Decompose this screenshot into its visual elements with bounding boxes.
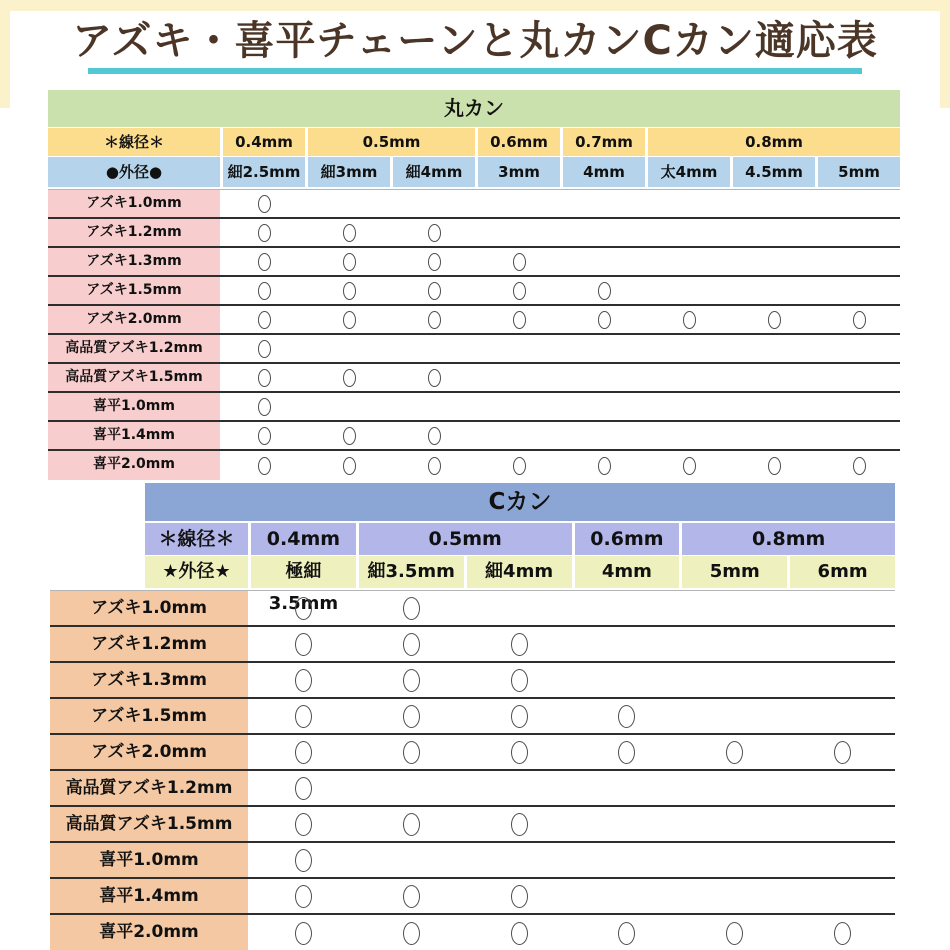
empty-cell — [467, 843, 572, 877]
outer-diameter-header-row — [48, 157, 900, 187]
circle-mark-icon — [258, 427, 271, 445]
chain-type-label: アズキ1.5mm — [48, 277, 220, 304]
empty-cell — [818, 190, 900, 217]
empty-cell — [575, 771, 680, 805]
page-title: アズキ・喜平チェーンと丸カンCカン適応表 — [72, 18, 878, 64]
column-header: 5mm — [818, 157, 900, 187]
column-header: 細4mm — [467, 556, 572, 588]
wire-group-06: 0.6mm — [575, 523, 680, 555]
chain-type-label: アズキ2.0mm — [48, 306, 220, 333]
circle-mark-icon — [834, 741, 851, 764]
circle-mark-icon — [513, 311, 526, 329]
wire-group-07: 0.7mm — [563, 128, 645, 156]
compatible-cell — [251, 879, 356, 913]
compatible-cell — [790, 735, 895, 769]
table-row — [50, 663, 895, 699]
empty-cell — [393, 335, 475, 362]
circle-mark-icon — [513, 253, 526, 271]
empty-cell — [648, 190, 730, 217]
compatible-cell — [563, 277, 645, 304]
empty-cell — [682, 663, 787, 697]
compatible-cell — [478, 277, 560, 304]
circle-mark-icon — [768, 457, 781, 475]
compatible-cell — [251, 591, 356, 625]
empty-cell — [478, 393, 560, 420]
compatible-cell — [223, 364, 305, 391]
compatible-cell — [393, 306, 475, 333]
empty-cell — [648, 248, 730, 275]
wire-group-04: 0.4mm — [251, 523, 356, 555]
wire-group-05: 0.5mm — [308, 128, 475, 156]
circle-mark-icon — [258, 253, 271, 271]
table-row — [48, 335, 900, 364]
empty-cell — [818, 219, 900, 246]
wire-group-08: 0.8mm — [682, 523, 895, 555]
wire-diameter-label: ＊線径＊ — [145, 523, 248, 555]
wire-group-05: 0.5mm — [359, 523, 572, 555]
circle-mark-icon — [511, 705, 528, 728]
empty-cell — [648, 277, 730, 304]
circle-mark-icon — [343, 282, 356, 300]
empty-cell — [648, 422, 730, 449]
maru-kan-table-title: 丸カン — [48, 90, 900, 127]
compatible-cell — [467, 807, 572, 841]
chain-type-label: 喜平1.4mm — [50, 879, 248, 913]
circle-mark-icon — [511, 669, 528, 692]
compatible-cell — [575, 699, 680, 733]
empty-cell — [733, 190, 815, 217]
column-header: 4mm — [563, 157, 645, 187]
compatible-cell — [648, 451, 730, 480]
empty-cell — [790, 627, 895, 661]
outer-diameter-label: ●外径● — [48, 157, 220, 187]
title-area — [0, 16, 950, 66]
empty-cell — [563, 393, 645, 420]
column-header: 6mm — [790, 556, 895, 588]
circle-mark-icon — [598, 311, 611, 329]
empty-cell — [478, 364, 560, 391]
chain-type-label: 喜平1.0mm — [48, 393, 220, 420]
circle-mark-icon — [598, 282, 611, 300]
circle-mark-icon — [343, 369, 356, 387]
empty-cell — [575, 879, 680, 913]
empty-cell — [648, 364, 730, 391]
circle-mark-icon — [258, 195, 271, 213]
compatible-cell — [563, 451, 645, 480]
table-row — [50, 879, 895, 915]
empty-cell — [478, 335, 560, 362]
circle-mark-icon — [295, 705, 312, 728]
empty-cell — [818, 277, 900, 304]
compatible-cell — [467, 915, 572, 950]
circle-mark-icon — [258, 369, 271, 387]
compatible-cell — [223, 219, 305, 246]
empty-cell — [790, 843, 895, 877]
circle-mark-icon — [618, 741, 635, 764]
wire-group-08: 0.8mm — [648, 128, 900, 156]
compatible-cell — [393, 219, 475, 246]
column-header: 5mm — [682, 556, 787, 588]
circle-mark-icon — [428, 369, 441, 387]
column-header: 細2.5mm — [223, 157, 305, 187]
compatible-cell — [251, 807, 356, 841]
empty-cell — [682, 591, 787, 625]
table-row — [50, 807, 895, 843]
empty-cell — [648, 393, 730, 420]
empty-cell — [790, 699, 895, 733]
table-row — [48, 190, 900, 219]
frame-border-top — [0, 0, 950, 11]
circle-mark-icon — [513, 282, 526, 300]
circle-mark-icon — [403, 597, 420, 620]
table-row — [48, 219, 900, 248]
maru-kan-table — [48, 90, 900, 480]
empty-cell — [575, 591, 680, 625]
circle-mark-icon — [428, 311, 441, 329]
chain-type-label: 高品質アズキ1.2mm — [48, 335, 220, 362]
compatible-cell — [251, 771, 356, 805]
circle-mark-icon — [834, 922, 851, 945]
compatible-cell — [467, 663, 572, 697]
circle-mark-icon — [343, 311, 356, 329]
column-header: 太4mm — [648, 157, 730, 187]
circle-mark-icon — [403, 741, 420, 764]
table-row — [50, 735, 895, 771]
column-header: 細4mm — [393, 157, 475, 187]
title-underline — [88, 68, 862, 74]
compatible-cell — [478, 248, 560, 275]
empty-cell — [575, 843, 680, 877]
compatible-cell — [648, 306, 730, 333]
compatible-cell — [223, 248, 305, 275]
empty-cell — [682, 771, 787, 805]
circle-mark-icon — [403, 705, 420, 728]
table-row — [48, 248, 900, 277]
circle-mark-icon — [618, 922, 635, 945]
circle-mark-icon — [428, 224, 441, 242]
chain-type-label: アズキ1.2mm — [48, 219, 220, 246]
compatible-cell — [393, 248, 475, 275]
circle-mark-icon — [403, 669, 420, 692]
chain-type-label: アズキ1.5mm — [50, 699, 248, 733]
empty-cell — [682, 807, 787, 841]
empty-cell — [733, 422, 815, 449]
empty-cell — [563, 422, 645, 449]
compatible-cell — [682, 735, 787, 769]
circle-mark-icon — [295, 741, 312, 764]
compatible-cell — [223, 190, 305, 217]
empty-cell — [563, 364, 645, 391]
circle-mark-icon — [768, 311, 781, 329]
circle-mark-icon — [343, 253, 356, 271]
table-row — [50, 591, 895, 627]
compatible-cell — [308, 451, 390, 480]
table-row — [48, 306, 900, 335]
circle-mark-icon — [428, 282, 441, 300]
circle-mark-icon — [258, 457, 271, 475]
empty-cell — [308, 190, 390, 217]
table-row — [50, 699, 895, 735]
circle-mark-icon — [683, 311, 696, 329]
compatible-cell — [308, 422, 390, 449]
c-kan-table-header — [145, 483, 895, 614]
wire-group-06: 0.6mm — [478, 128, 560, 156]
chain-type-label: 高品質アズキ1.2mm — [50, 771, 248, 805]
empty-cell — [575, 663, 680, 697]
table-row — [48, 277, 900, 306]
table-row — [50, 843, 895, 879]
compatible-cell — [733, 306, 815, 333]
chain-type-label: 高品質アズキ1.5mm — [48, 364, 220, 391]
circle-mark-icon — [683, 457, 696, 475]
empty-cell — [563, 248, 645, 275]
compatible-cell — [359, 879, 464, 913]
circle-mark-icon — [428, 253, 441, 271]
circle-mark-icon — [428, 427, 441, 445]
circle-mark-icon — [258, 224, 271, 242]
empty-cell — [790, 879, 895, 913]
compatible-cell — [359, 699, 464, 733]
compatible-cell — [308, 277, 390, 304]
compatible-cell — [359, 807, 464, 841]
circle-mark-icon — [511, 813, 528, 836]
empty-cell — [733, 219, 815, 246]
chain-type-label: 喜平2.0mm — [48, 451, 220, 480]
compatible-cell — [818, 451, 900, 480]
table-row — [50, 627, 895, 663]
empty-cell — [478, 219, 560, 246]
column-header: 3mm — [478, 157, 560, 187]
compatible-cell — [308, 219, 390, 246]
empty-cell — [790, 771, 895, 805]
circle-mark-icon — [343, 457, 356, 475]
compatible-cell — [308, 364, 390, 391]
circle-mark-icon — [403, 922, 420, 945]
table-row — [48, 393, 900, 422]
chain-type-label: 高品質アズキ1.5mm — [50, 807, 248, 841]
chain-type-label: 喜平1.4mm — [48, 422, 220, 449]
compatible-cell — [359, 591, 464, 625]
empty-cell — [818, 364, 900, 391]
empty-cell — [308, 335, 390, 362]
empty-cell — [467, 771, 572, 805]
empty-cell — [575, 627, 680, 661]
empty-cell — [563, 190, 645, 217]
chain-type-label: アズキ1.0mm — [50, 591, 248, 625]
empty-cell — [733, 364, 815, 391]
compatible-cell — [223, 306, 305, 333]
circle-mark-icon — [295, 885, 312, 908]
circle-mark-icon — [258, 311, 271, 329]
compatible-cell — [575, 915, 680, 950]
compatible-cell — [359, 735, 464, 769]
table-row — [50, 915, 895, 950]
compatible-cell — [223, 451, 305, 480]
compatible-cell — [251, 699, 356, 733]
empty-cell — [818, 393, 900, 420]
compatible-cell — [467, 735, 572, 769]
circle-mark-icon — [403, 633, 420, 656]
empty-cell — [790, 663, 895, 697]
table-row — [48, 364, 900, 393]
circle-mark-icon — [343, 427, 356, 445]
circle-mark-icon — [258, 282, 271, 300]
c-kan-table-title: Cカン — [145, 483, 895, 521]
wire-diameter-header-row — [145, 523, 895, 555]
compatible-cell — [393, 422, 475, 449]
chain-type-label: アズキ1.3mm — [48, 248, 220, 275]
compatible-cell — [359, 663, 464, 697]
circle-mark-icon — [598, 457, 611, 475]
circle-mark-icon — [295, 597, 312, 620]
compatible-cell — [478, 306, 560, 333]
circle-mark-icon — [295, 669, 312, 692]
column-header: 極細3.5mm — [251, 556, 356, 588]
column-header: 細3.5mm — [359, 556, 464, 588]
compatible-cell — [251, 663, 356, 697]
chain-type-label: アズキ1.2mm — [50, 627, 248, 661]
empty-cell — [818, 248, 900, 275]
circle-mark-icon — [258, 398, 271, 416]
compatible-cell — [478, 451, 560, 480]
circle-mark-icon — [343, 224, 356, 242]
empty-cell — [393, 393, 475, 420]
empty-cell — [575, 807, 680, 841]
empty-cell — [682, 627, 787, 661]
circle-mark-icon — [511, 741, 528, 764]
circle-mark-icon — [511, 885, 528, 908]
empty-cell — [818, 335, 900, 362]
compatible-cell — [467, 627, 572, 661]
empty-cell — [682, 699, 787, 733]
compatible-cell — [251, 843, 356, 877]
circle-mark-icon — [295, 922, 312, 945]
empty-cell — [648, 335, 730, 362]
circle-mark-icon — [511, 922, 528, 945]
compatible-cell — [682, 915, 787, 950]
circle-mark-icon — [428, 457, 441, 475]
empty-cell — [359, 771, 464, 805]
column-header: 4mm — [575, 556, 680, 588]
empty-cell — [467, 591, 572, 625]
empty-cell — [818, 422, 900, 449]
table-row — [48, 451, 900, 480]
empty-cell — [478, 190, 560, 217]
circle-mark-icon — [511, 633, 528, 656]
compatible-cell — [467, 879, 572, 913]
circle-mark-icon — [295, 813, 312, 836]
chain-type-label: アズキ1.0mm — [48, 190, 220, 217]
empty-cell — [393, 190, 475, 217]
compatible-cell — [575, 735, 680, 769]
circle-mark-icon — [295, 777, 312, 800]
compatible-cell — [393, 364, 475, 391]
empty-cell — [733, 335, 815, 362]
compatible-cell — [223, 393, 305, 420]
empty-cell — [682, 843, 787, 877]
empty-cell — [682, 879, 787, 913]
table-row — [50, 771, 895, 807]
empty-cell — [563, 335, 645, 362]
wire-diameter-label: ＊線径＊ — [48, 128, 220, 156]
compatible-cell — [251, 915, 356, 950]
empty-cell — [790, 591, 895, 625]
chain-type-label: アズキ2.0mm — [50, 735, 248, 769]
compatible-cell — [733, 451, 815, 480]
compatible-cell — [251, 627, 356, 661]
compatible-cell — [467, 699, 572, 733]
circle-mark-icon — [726, 922, 743, 945]
empty-cell — [478, 422, 560, 449]
circle-mark-icon — [618, 705, 635, 728]
column-header: 細3mm — [308, 157, 390, 187]
outer-diameter-header-row — [145, 556, 895, 614]
compatible-cell — [223, 335, 305, 362]
chain-type-label: アズキ1.3mm — [50, 663, 248, 697]
maru-kan-table-body — [48, 189, 900, 480]
circle-mark-icon — [403, 813, 420, 836]
c-kan-table-body — [50, 590, 895, 950]
empty-cell — [733, 277, 815, 304]
empty-cell — [563, 219, 645, 246]
compatible-cell — [359, 627, 464, 661]
compatible-cell — [223, 422, 305, 449]
compatible-cell — [251, 735, 356, 769]
empty-cell — [648, 219, 730, 246]
compatible-cell — [563, 306, 645, 333]
circle-mark-icon — [853, 457, 866, 475]
wire-group-04: 0.4mm — [223, 128, 305, 156]
empty-cell — [790, 807, 895, 841]
chain-type-label: 喜平2.0mm — [50, 915, 248, 950]
table-row — [48, 422, 900, 451]
circle-mark-icon — [295, 633, 312, 656]
empty-cell — [308, 393, 390, 420]
compatible-cell — [790, 915, 895, 950]
compatible-cell — [308, 306, 390, 333]
circle-mark-icon — [513, 457, 526, 475]
outer-diameter-label: ★外径★ — [145, 556, 248, 588]
chain-type-label: 喜平1.0mm — [50, 843, 248, 877]
circle-mark-icon — [295, 849, 312, 872]
empty-cell — [733, 248, 815, 275]
circle-mark-icon — [853, 311, 866, 329]
compatible-cell — [359, 915, 464, 950]
column-header: 4.5mm — [733, 157, 815, 187]
compatible-cell — [818, 306, 900, 333]
empty-cell — [359, 843, 464, 877]
compatible-cell — [223, 277, 305, 304]
empty-cell — [733, 393, 815, 420]
compatible-cell — [393, 277, 475, 304]
compatible-cell — [393, 451, 475, 480]
circle-mark-icon — [726, 741, 743, 764]
wire-diameter-header-row — [48, 128, 900, 156]
circle-mark-icon — [258, 340, 271, 358]
compatible-cell — [308, 248, 390, 275]
circle-mark-icon — [403, 885, 420, 908]
